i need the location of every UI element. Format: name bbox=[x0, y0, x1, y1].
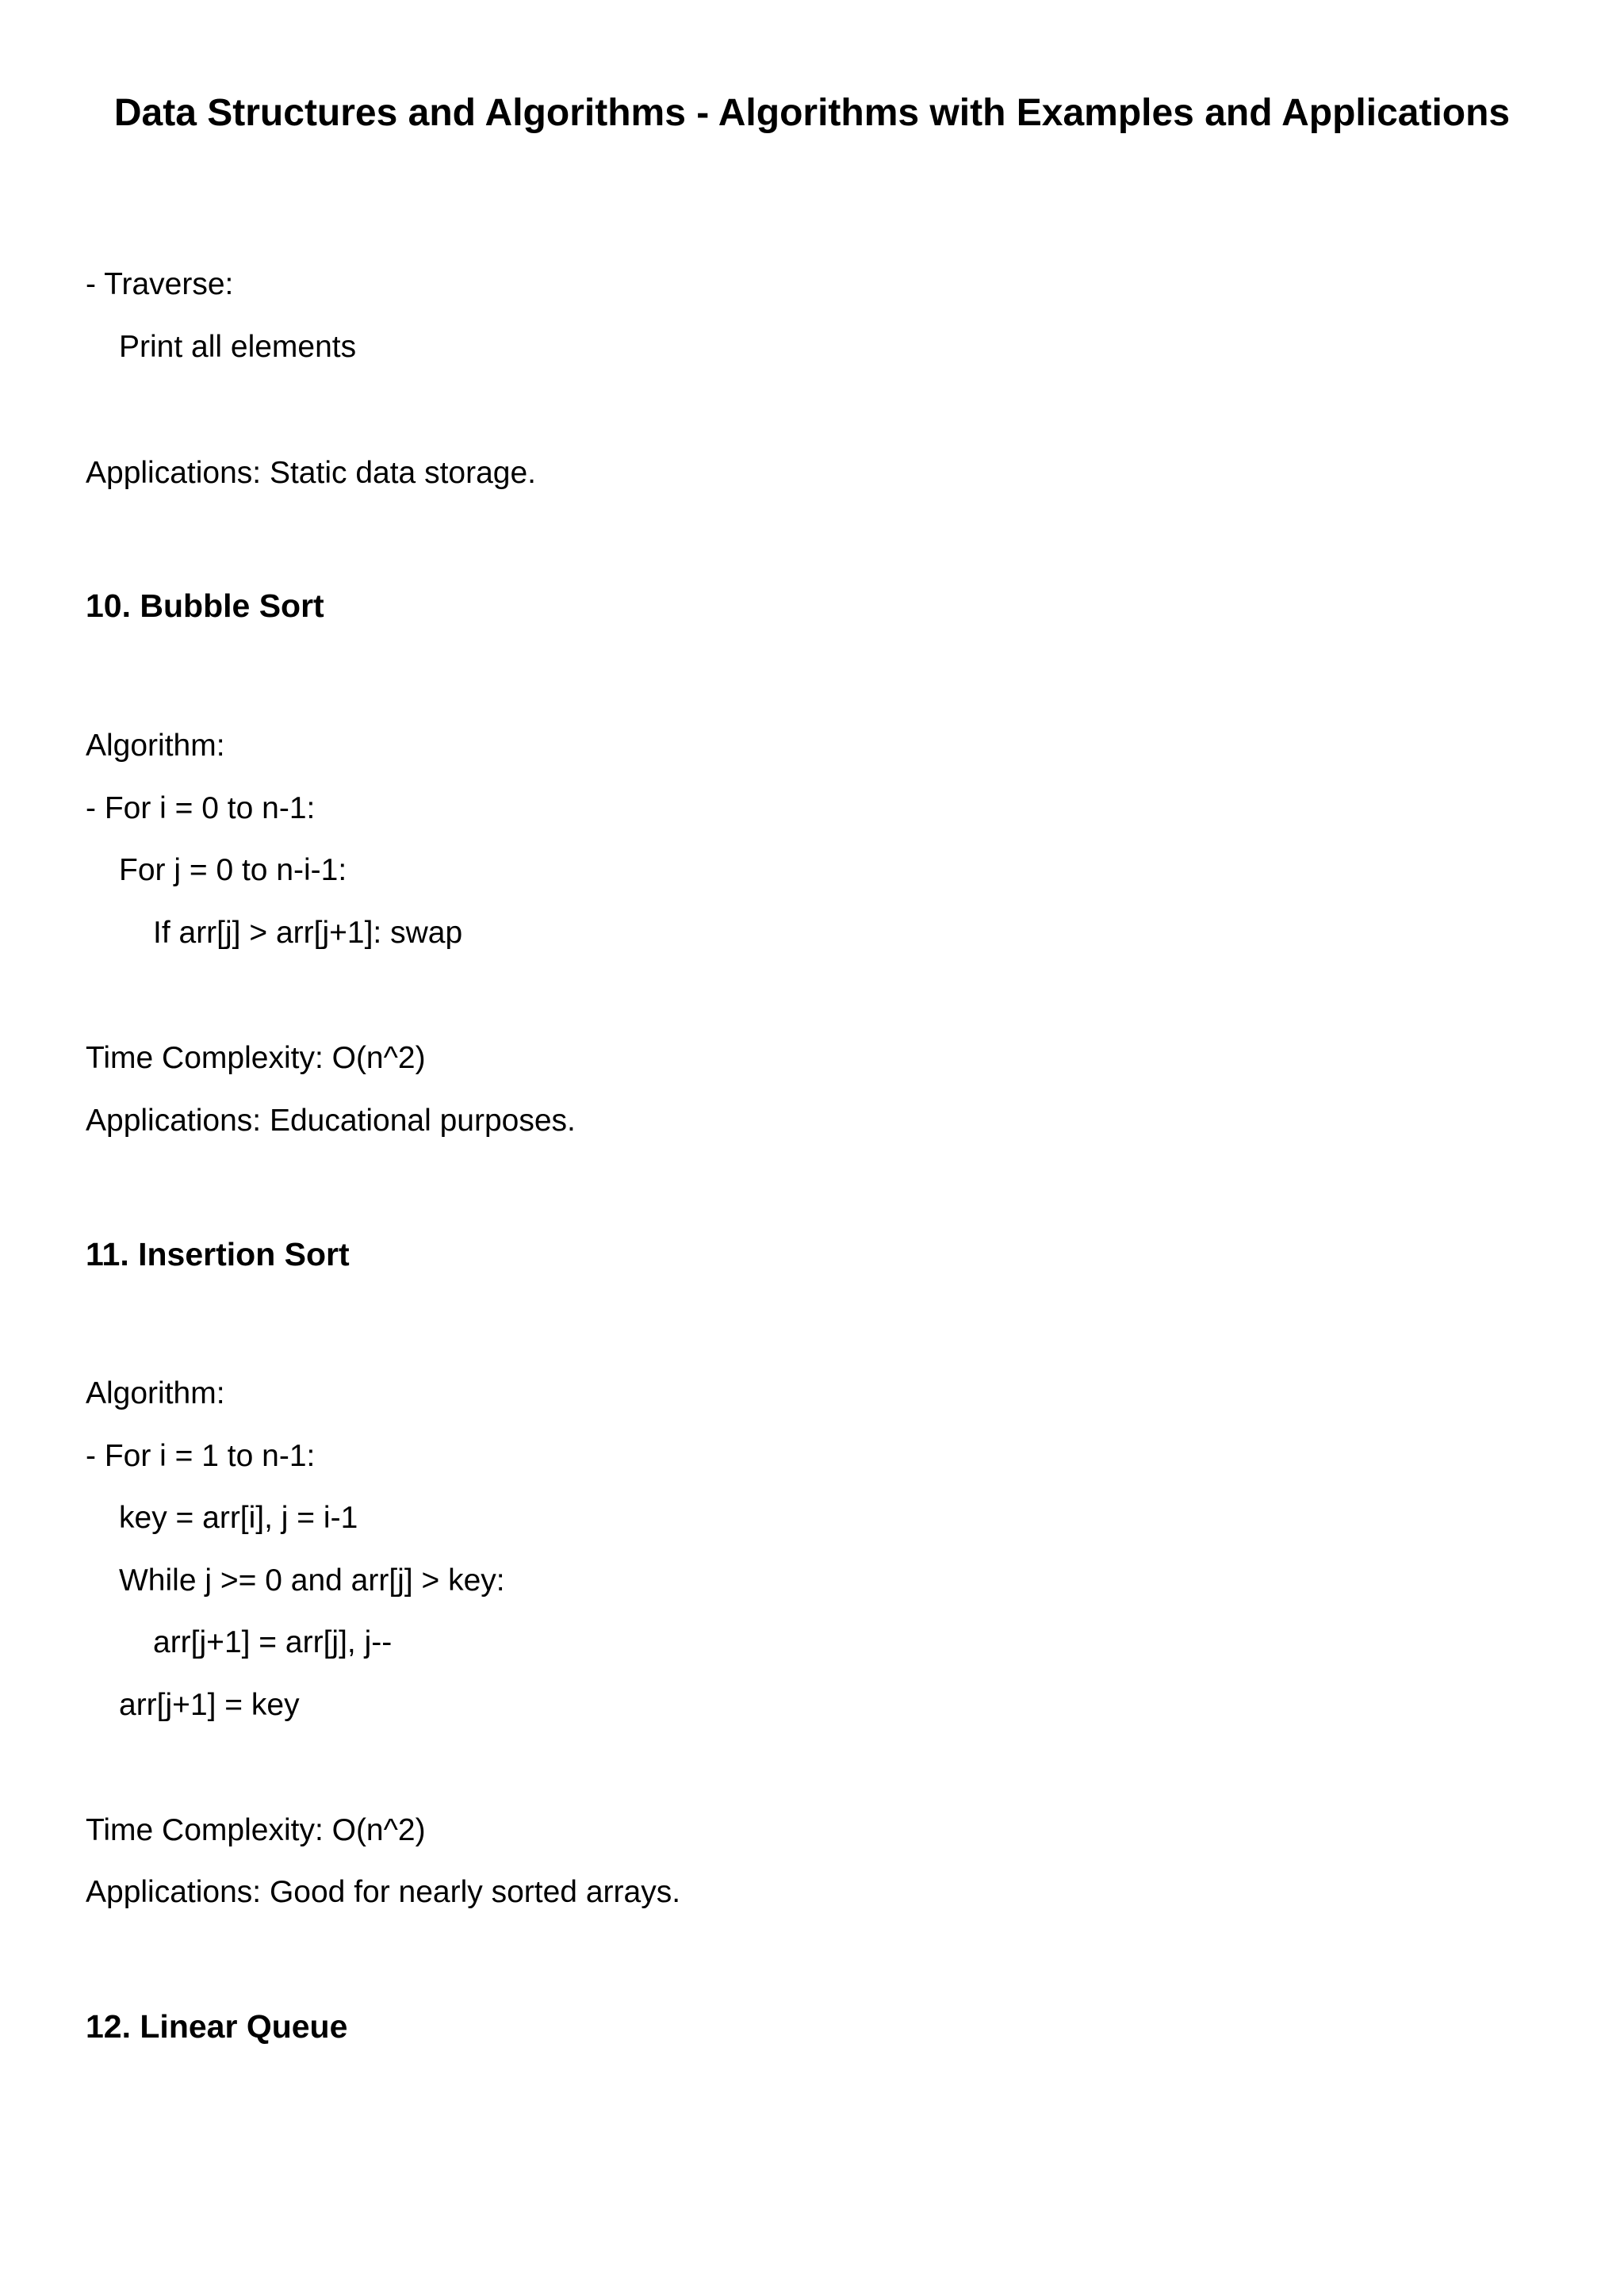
traverse-label: - Traverse: bbox=[86, 267, 234, 301]
bubble-sort-step: If arr[j] > arr[j+1]: swap bbox=[153, 916, 463, 950]
section-heading-insertion-sort: 11. Insertion Sort bbox=[86, 1236, 350, 1272]
document-title: Data Structures and Algorithms - Algorithms with Examples and Applications bbox=[113, 92, 1511, 134]
insertion-sort-step: arr[j+1] = key bbox=[119, 1688, 300, 1722]
section-heading-linear-queue: 12. Linear Queue bbox=[86, 2008, 348, 2045]
bubble-sort-time-complexity: Time Complexity: O(n^2) bbox=[86, 1041, 426, 1075]
intro-applications: Applications: Static data storage. bbox=[86, 456, 536, 490]
insertion-sort-time-complexity: Time Complexity: O(n^2) bbox=[86, 1813, 426, 1847]
insertion-sort-step: - For i = 1 to n-1: bbox=[86, 1439, 316, 1473]
insertion-sort-algorithm-label: Algorithm: bbox=[86, 1376, 225, 1410]
insertion-sort-applications: Applications: Good for nearly sorted arrays. bbox=[86, 1875, 681, 1909]
section-heading-bubble-sort: 10. Bubble Sort bbox=[86, 587, 324, 624]
bubble-sort-algorithm-label: Algorithm: bbox=[86, 729, 225, 763]
insertion-sort-step: arr[j+1] = arr[j], j-- bbox=[153, 1625, 393, 1659]
bubble-sort-applications: Applications: Educational purposes. bbox=[86, 1104, 576, 1138]
bubble-sort-step: For j = 0 to n-i-1: bbox=[119, 853, 347, 887]
bubble-sort-step: - For i = 0 to n-1: bbox=[86, 791, 316, 825]
insertion-sort-step: While j >= 0 and arr[j] > key: bbox=[119, 1563, 505, 1598]
traverse-step: Print all elements bbox=[119, 330, 357, 364]
insertion-sort-step: key = arr[i], j = i-1 bbox=[119, 1501, 358, 1535]
